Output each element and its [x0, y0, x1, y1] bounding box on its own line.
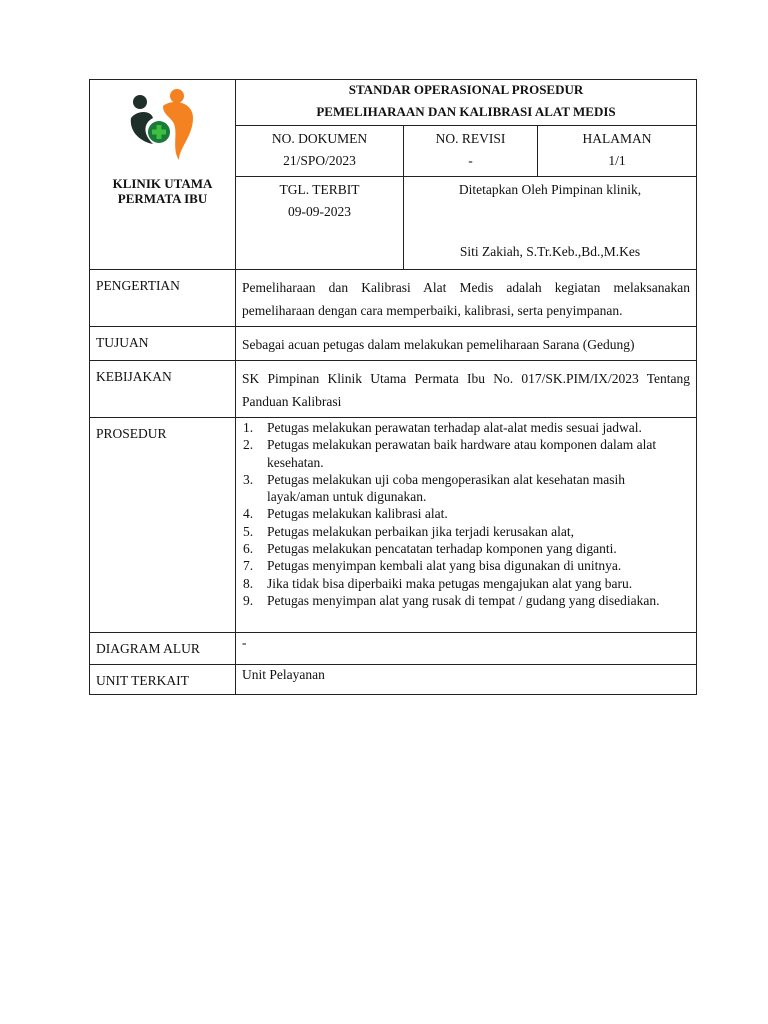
procedure-step-number: 2.	[243, 437, 254, 453]
procedure-step-number: 5.	[243, 523, 254, 539]
approval-cell	[404, 177, 697, 270]
pengertian-text: Pemeliharaan dan Kalibrasi Alat Medis adalah kegiatan melaksanakan pemeliharaan dengan cara memperbaiki, kalibrasi, serta penyimpanan.	[236, 270, 697, 327]
procedure-step-text: Petugas menyimpan alat yang rusak di tempat / gudang yang disediakan.	[267, 592, 660, 608]
procedure-step	[242, 557, 690, 574]
procedure-step-number: 7.	[243, 558, 254, 574]
page-value: 1/1	[608, 153, 626, 168]
title-line2: PEMELIHARAAN DAN KALIBRASI ALAT MEDIS	[316, 104, 616, 119]
revision-value: -	[468, 153, 473, 168]
prosedur-label: PROSEDUR	[90, 418, 236, 633]
sop-table	[89, 79, 697, 695]
logo-cell	[90, 80, 236, 270]
issue-date-label: TGL. TERBIT	[279, 182, 360, 197]
procedure-step-number: 4.	[243, 506, 254, 522]
kebijakan-text: SK Pimpinan Klinik Utama Permata Ibu No. 017/SK.PIM/IX/2023 Tentang Panduan Kalibrasi	[236, 361, 697, 418]
procedure-step	[242, 436, 690, 471]
issue-date-value: 09-09-2023	[288, 204, 351, 219]
procedure-step-text: Petugas melakukan pencatatan terhadap komponen yang diganti.	[267, 541, 617, 557]
approved-by-label: Ditetapkan Oleh Pimpinan klinik,	[458, 182, 642, 197]
procedure-step	[242, 575, 690, 592]
procedure-step-number: 6.	[243, 541, 254, 557]
procedure-step	[242, 523, 690, 540]
clinic-logo-icon	[123, 88, 203, 164]
procedure-step-number: 8.	[243, 575, 254, 591]
tujuan-text: Sebagai acuan petugas dalam melakukan pemeliharaan Sarana (Gedung)	[236, 327, 697, 361]
diagram-alur-label: DIAGRAM ALUR	[90, 633, 236, 665]
procedure-list	[242, 419, 690, 609]
procedure-step-text: Petugas melakukan perbaikan jika terjadi kerusakan alat,	[267, 523, 575, 539]
doc-number-label: NO. DOKUMEN	[271, 131, 368, 146]
revision-cell	[404, 126, 538, 177]
procedure-step-number: 3.	[243, 471, 254, 487]
procedure-step-text: Petugas melakukan perawatan baik hardware atau komponen dalam alat kesehatan.	[267, 437, 657, 470]
unit-terkait-text: Unit Pelayanan	[236, 665, 697, 695]
approver-name: Siti Zakiah, S.Tr.Keb.,Bd.,M.Kes	[459, 244, 641, 259]
page-cell	[538, 126, 697, 177]
document-title	[236, 80, 697, 126]
diagram-alur-text: -	[236, 633, 697, 665]
procedure-step-number: 1.	[243, 420, 254, 435]
kebijakan-label: KEBIJAKAN	[90, 361, 236, 418]
procedure-step	[242, 540, 690, 557]
procedure-step	[242, 592, 690, 609]
procedure-step-text: Petugas melakukan uji coba mengoperasikan alat kesehatan masih layak/aman untuk digunakan.	[267, 471, 626, 505]
issue-date-cell	[236, 177, 404, 270]
revision-label: NO. REVISI	[435, 131, 506, 146]
procedure-step-text: Petugas menyimpan kembali alat yang bisa digunakan di unitnya.	[267, 558, 622, 574]
page-label: HALAMAN	[582, 131, 652, 146]
title-line1: STANDAR OPERASIONAL PROSEDUR	[348, 82, 584, 97]
tujuan-label: TUJUAN	[90, 327, 236, 361]
pengertian-label: PENGERTIAN	[90, 270, 236, 327]
procedure-step	[242, 505, 690, 522]
procedure-step-number: 9.	[243, 592, 254, 608]
unit-terkait-label: UNIT TERKAIT	[90, 665, 236, 695]
procedure-step-text: Jika tidak bisa diperbaiki maka petugas mengajukan alat yang baru.	[267, 575, 633, 591]
procedure-step	[242, 419, 690, 436]
doc-number-value: 21/SPO/2023	[283, 153, 356, 168]
doc-number-cell	[236, 126, 404, 177]
clinic-name: KLINIK UTAMA PERMATA IBU	[112, 176, 213, 206]
prosedur-steps	[236, 418, 697, 633]
procedure-step	[242, 471, 690, 506]
procedure-step-text: Petugas melakukan perawatan terhadap alat-alat medis sesuai jadwal.	[267, 420, 642, 435]
procedure-step-text: Petugas melakukan kalibrasi alat.	[267, 506, 448, 522]
